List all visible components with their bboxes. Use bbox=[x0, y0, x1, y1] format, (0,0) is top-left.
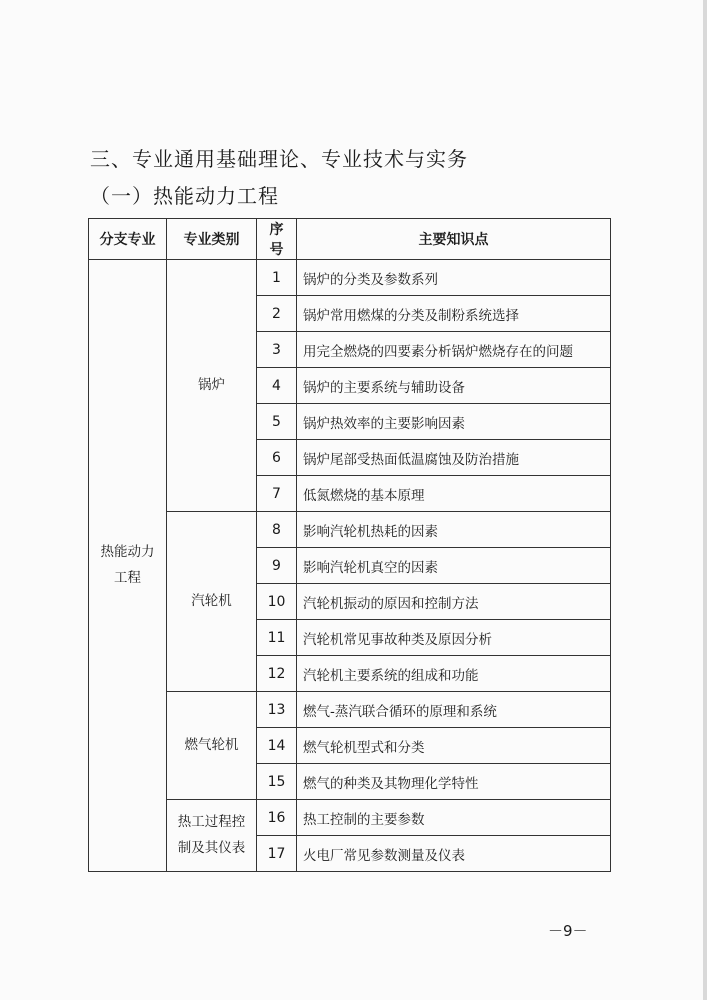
row-number: 7 bbox=[257, 476, 297, 512]
row-number: 5 bbox=[257, 404, 297, 440]
knowledge-point: 用完全燃烧的四要素分析锅炉燃烧存在的问题 bbox=[297, 332, 611, 368]
knowledge-point: 汽轮机常见事故种类及原因分析 bbox=[297, 620, 611, 656]
category-cell: 热工过程控制及其仪表 bbox=[167, 800, 257, 872]
row-number: 11 bbox=[257, 620, 297, 656]
knowledge-point: 低氮燃烧的基本原理 bbox=[297, 476, 611, 512]
row-number: 13 bbox=[257, 692, 297, 728]
row-number: 6 bbox=[257, 440, 297, 476]
knowledge-point: 锅炉的主要系统与辅助设备 bbox=[297, 368, 611, 404]
header-category: 专业类别 bbox=[167, 219, 257, 260]
row-number: 8 bbox=[257, 512, 297, 548]
category-cell: 锅炉 bbox=[167, 260, 257, 512]
table-header-row bbox=[89, 219, 611, 260]
row-number: 10 bbox=[257, 584, 297, 620]
header-number: 序号 bbox=[257, 219, 297, 260]
knowledge-point: 锅炉热效率的主要影响因素 bbox=[297, 404, 611, 440]
row-number: 4 bbox=[257, 368, 297, 404]
row-number: 14 bbox=[257, 728, 297, 764]
category-cell: 汽轮机 bbox=[167, 512, 257, 692]
knowledge-point: 锅炉的分类及参数系列 bbox=[297, 260, 611, 296]
page-edge-shadow bbox=[703, 0, 707, 1000]
branch-name: 热能动力工程 bbox=[100, 543, 155, 586]
knowledge-point: 影响汽轮机热耗的因素 bbox=[297, 512, 611, 548]
knowledge-point: 燃气-蒸汽联合循环的原理和系统 bbox=[297, 692, 611, 728]
table-row bbox=[89, 800, 611, 836]
knowledge-point: 火电厂常见参数测量及仪表 bbox=[297, 836, 611, 872]
category-cell: 燃气轮机 bbox=[167, 692, 257, 800]
knowledge-point: 热工控制的主要参数 bbox=[297, 800, 611, 836]
page-number: －9－ bbox=[548, 922, 588, 940]
knowledge-point: 燃气轮机型式和分类 bbox=[297, 728, 611, 764]
row-number: 17 bbox=[257, 836, 297, 872]
row-number: 9 bbox=[257, 548, 297, 584]
row-number: 2 bbox=[257, 296, 297, 332]
knowledge-point: 汽轮机主要系统的组成和功能 bbox=[297, 656, 611, 692]
knowledge-point: 锅炉常用燃煤的分类及制粉系统选择 bbox=[297, 296, 611, 332]
table-row bbox=[89, 260, 611, 296]
table-row bbox=[89, 692, 611, 728]
knowledge-point: 锅炉尾部受热面低温腐蚀及防治措施 bbox=[297, 440, 611, 476]
row-number: 1 bbox=[257, 260, 297, 296]
subsection-heading: （一）热能动力工程 bbox=[90, 184, 279, 208]
row-number: 12 bbox=[257, 656, 297, 692]
header-knowledge: 主要知识点 bbox=[297, 219, 611, 260]
knowledge-point: 影响汽轮机真空的因素 bbox=[297, 548, 611, 584]
branch-cell bbox=[89, 260, 167, 872]
row-number: 15 bbox=[257, 764, 297, 800]
knowledge-table bbox=[88, 218, 611, 872]
row-number: 16 bbox=[257, 800, 297, 836]
header-branch: 分支专业 bbox=[89, 219, 167, 260]
section-heading: 三、专业通用基础理论、专业技术与实务 bbox=[90, 147, 468, 171]
row-number: 3 bbox=[257, 332, 297, 368]
table-row bbox=[89, 512, 611, 548]
knowledge-point: 燃气的种类及其物理化学特性 bbox=[297, 764, 611, 800]
knowledge-point: 汽轮机振动的原因和控制方法 bbox=[297, 584, 611, 620]
